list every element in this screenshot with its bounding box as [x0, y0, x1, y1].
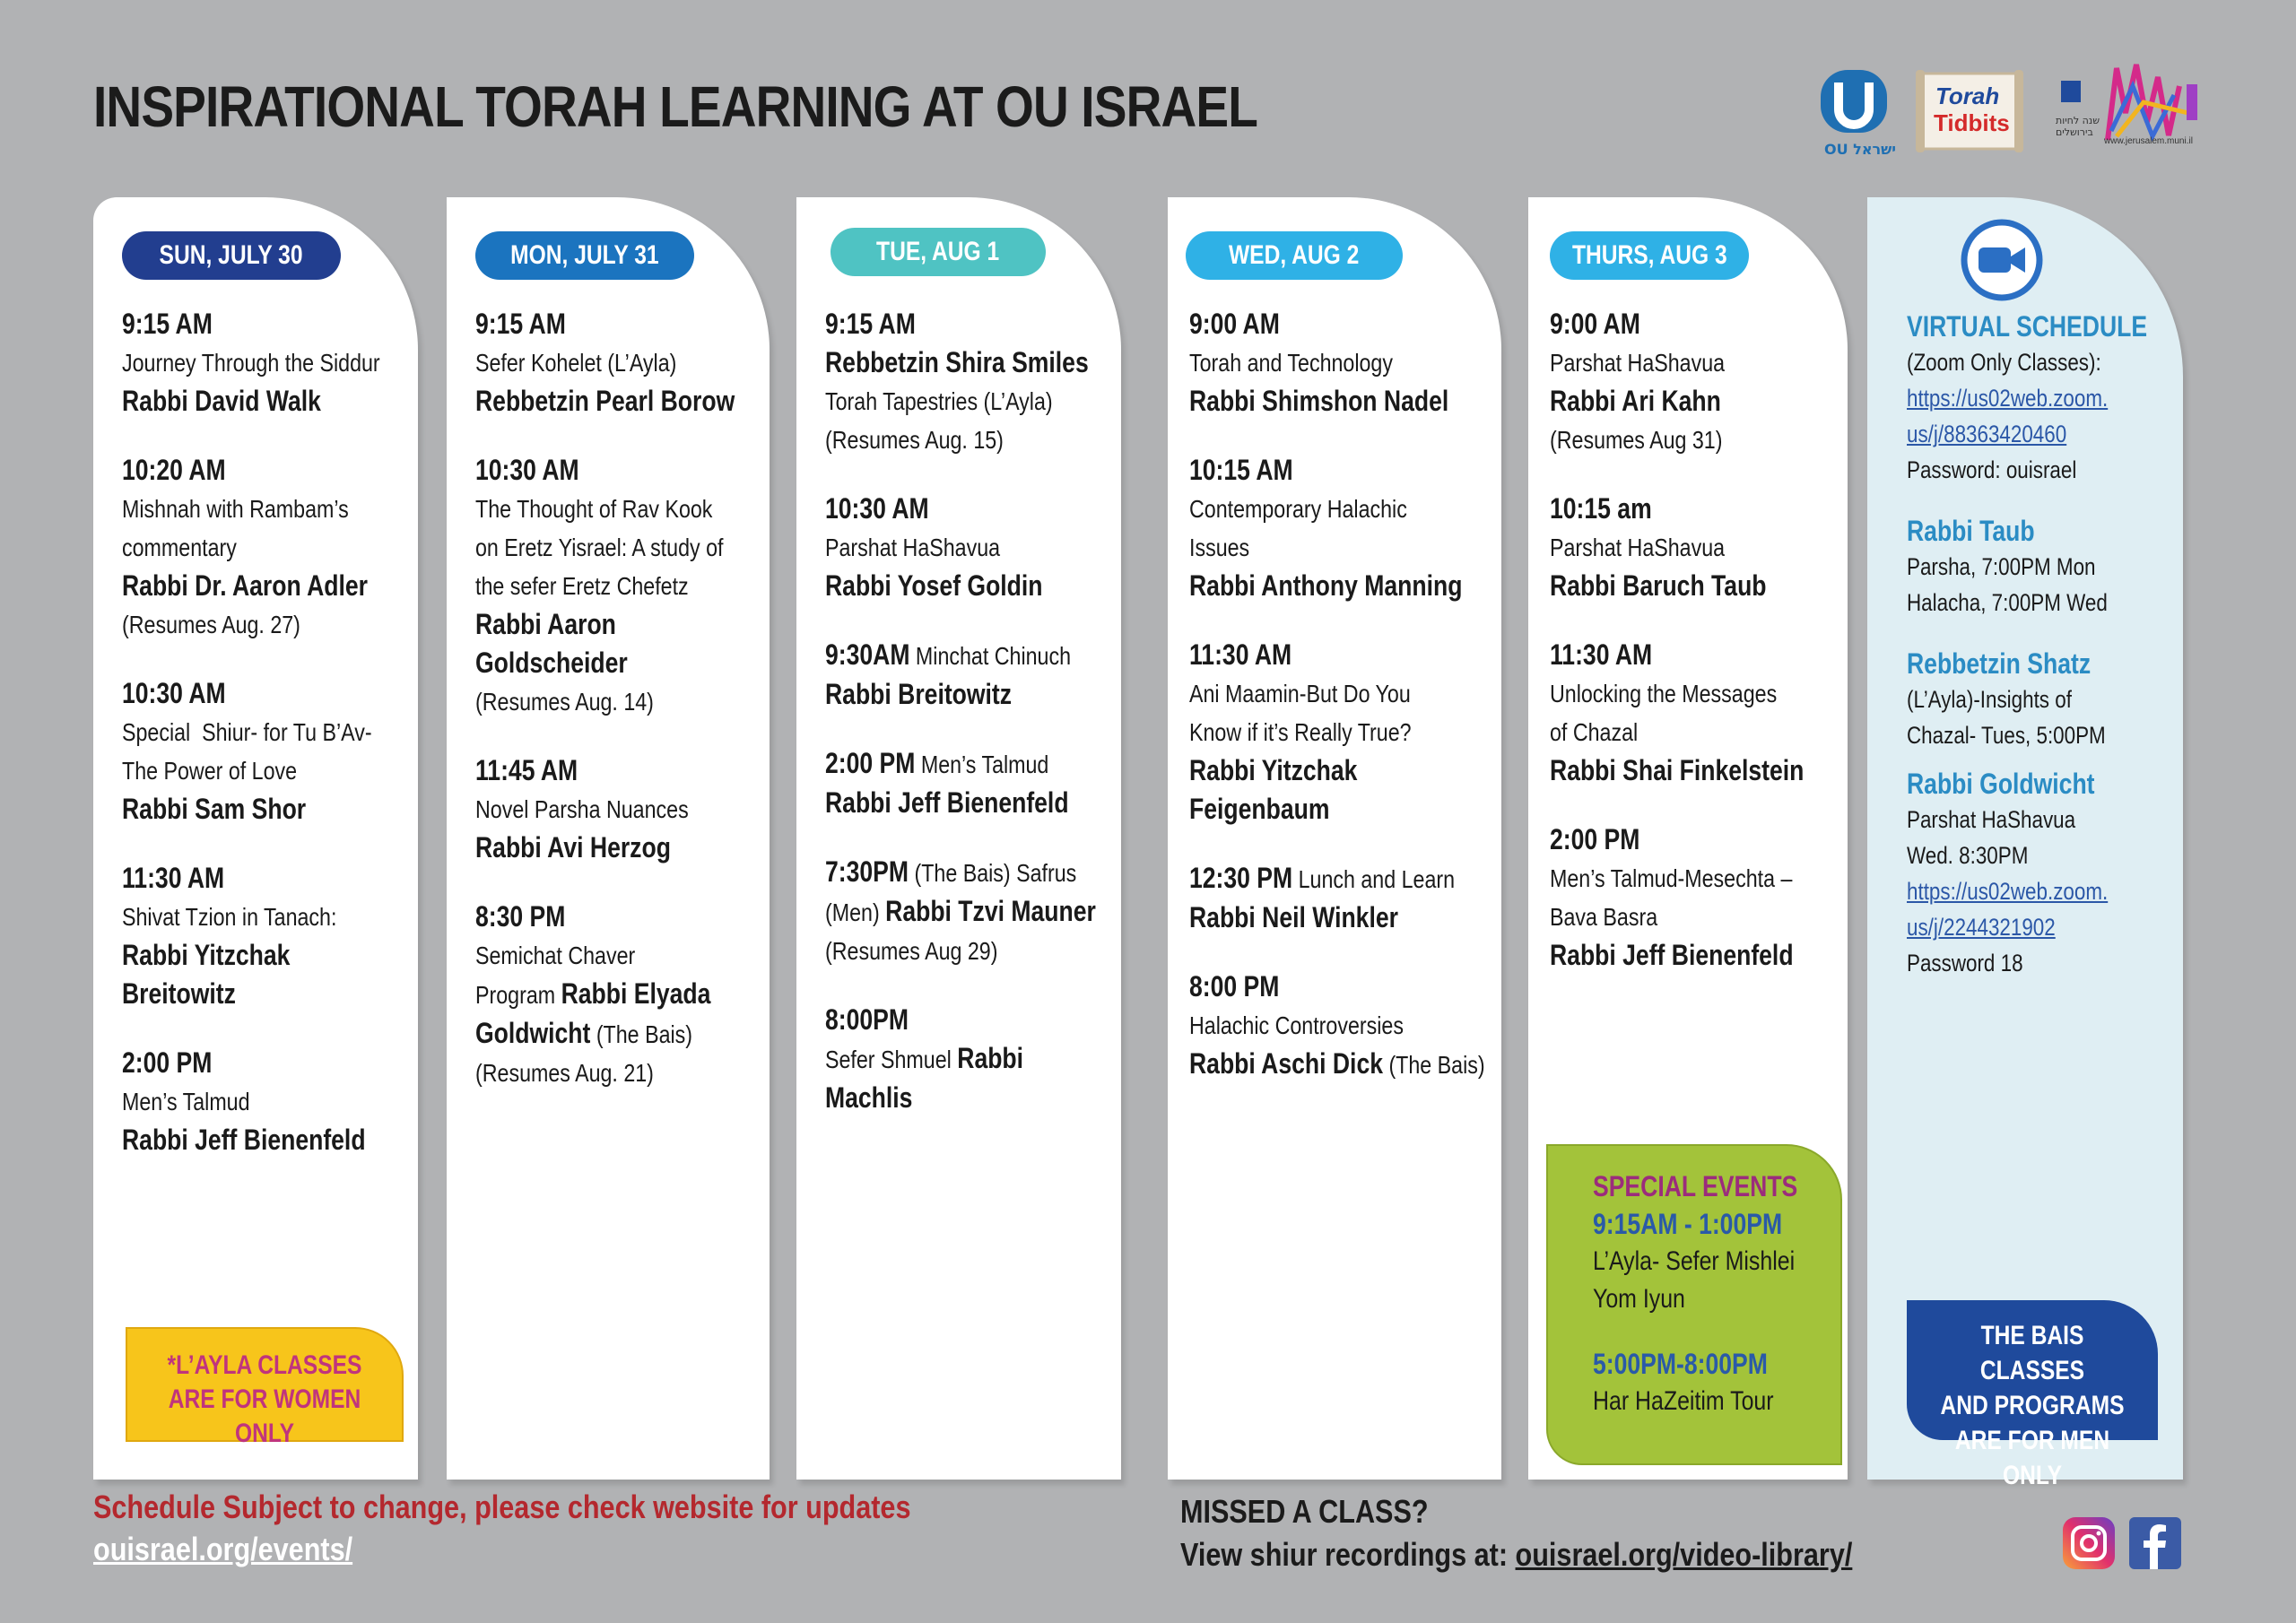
day-pill-monday: MON, JULY 31 [475, 231, 694, 280]
schedule-notice: Schedule Subject to change, please check website for updates [93, 1488, 911, 1525]
special-events-desc: Har HaZeitim Tour [1593, 1386, 1774, 1416]
teacher: Rebbetzin Pearl Borow [475, 385, 735, 417]
class-title: Torah and Technology [1189, 349, 1393, 377]
teacher: Rabbi Aschi Dick [1189, 1047, 1383, 1080]
class-title: Semichat Chaver [475, 942, 636, 969]
column-monday [447, 197, 770, 1480]
note: (Resumes Aug 29) [825, 937, 998, 965]
class-title: of Chazal [1550, 718, 1639, 746]
time: 8:30 PM [475, 900, 566, 933]
teacher: Rabbi Anthony Manning [1189, 569, 1463, 602]
men-note-line: AND PROGRAMS [1940, 1391, 2125, 1420]
teacher: Rabbi Jeff Bienenfeld [1550, 939, 1794, 971]
zoom-link-2-cont[interactable]: us/j/2244321902 [1907, 914, 2056, 941]
events-link[interactable]: ouisrael.org/events/ [93, 1531, 353, 1567]
view-recordings-label: View shiur recordings at: [1180, 1536, 1516, 1573]
class-title: Unlocking the Messages [1550, 680, 1778, 707]
class-title: Sefer Kohelet (L’Ayla) [475, 349, 677, 377]
class-title: Contemporary Halachic [1189, 495, 1407, 523]
class-title: Parshat HaShavua [1550, 349, 1726, 377]
special-events-box [1546, 1144, 1842, 1465]
class-title: Mishnah with Rambam’s [122, 495, 349, 523]
men-note-line: THE BAIS CLASSES [1979, 1321, 2085, 1385]
note: (Resumes Aug. 21) [475, 1059, 654, 1087]
teacher: Rabbi Yosef Goldin [825, 569, 1043, 602]
teacher: Rabbi Jeff Bienenfeld [122, 1124, 366, 1156]
page-title: INSPIRATIONAL TORAH LEARNING AT OU ISRAEL [93, 74, 1257, 139]
day-pill-tuesday: TUE, AUG 1 [831, 228, 1046, 276]
teacher: Rabbi Aaron Goldscheider [475, 608, 628, 679]
time: 10:30 AM [475, 454, 579, 486]
instagram-icon[interactable] [2063, 1517, 2115, 1569]
virtual-detail: Parsha, 7:00PM Mon [1907, 553, 2096, 580]
day-pill-wednesday: WED, AUG 2 [1186, 231, 1403, 280]
class-title: commentary [122, 534, 237, 561]
class-title: Men’s Talmud [915, 751, 1049, 778]
class-title: Minchat Chinuch [909, 642, 1072, 670]
special-events-desc: L’Ayla- Sefer Mishlei [1593, 1246, 1796, 1276]
missed-heading: MISSED A CLASS? [1180, 1493, 1429, 1530]
time: 9:15 AM [825, 308, 916, 340]
teacher: Rabbi Baruch Taub [1550, 569, 1767, 602]
teacher: Rebbetzin Shira Smiles [825, 346, 1089, 378]
column-tuesday [796, 197, 1121, 1480]
class-title: Sefer Shmuel [825, 1046, 958, 1073]
class-title: Men’s Talmud [122, 1088, 250, 1115]
class-title: the sefer Eretz Chefetz [475, 572, 689, 600]
ladies-note [126, 1327, 404, 1448]
time: 10:30 AM [122, 677, 226, 709]
zoom-icon[interactable] [1959, 217, 2045, 303]
teacher: Breitowitz [122, 977, 236, 1010]
teacher: Rabbi Machlis [825, 1042, 1024, 1114]
time: 10:15 am [1550, 492, 1652, 525]
jerusalem-url: www.jerusalem.muni.il [2104, 136, 2193, 146]
column-sunday [93, 197, 418, 1480]
special-events-heading: SPECIAL EVENTS [1593, 1170, 1798, 1202]
teacher: Rabbi Elyada [561, 977, 711, 1010]
time: 2:00 PM [825, 747, 916, 779]
class-title: Men’s Talmud-Mesechta – [1550, 864, 1793, 892]
virtual-teacher: Rebbetzin Shatz [1907, 647, 2092, 680]
class-title: Parshat HaShavua [1550, 534, 1726, 561]
teacher: Rabbi Breitowitz [825, 678, 1013, 710]
class-title: Novel Parsha Nuances [475, 795, 689, 823]
virtual-detail: (L’Ayla)-Insights of [1907, 686, 2072, 713]
zoom-link-1-cont[interactable]: us/j/88363420460 [1907, 421, 2067, 447]
missed-class [1180, 1490, 1852, 1576]
special-events-time: 5:00PM-8:00PM [1593, 1348, 1768, 1380]
teacher: Rabbi David Walk [122, 385, 321, 417]
note: (Resumes Aug. 14) [475, 688, 654, 716]
time: 11:30 AM [1550, 638, 1653, 671]
virtual-detail: Wed. 8:30PM [1907, 842, 2029, 869]
time: 11:30 AM [1189, 638, 1292, 671]
virtual-subheading: (Zoom Only Classes): [1907, 349, 2101, 376]
class-title: (Men) [825, 898, 886, 926]
time: 9:00 AM [1550, 308, 1640, 340]
time: 9:15 AM [122, 308, 213, 340]
teacher: Rabbi Avi Herzog [475, 831, 671, 864]
note: (Resumes Aug 31) [1550, 426, 1723, 454]
zoom-link-1[interactable]: https://us02web.zoom. [1907, 385, 2109, 412]
day-pill-thursday: THURS, AUG 3 [1550, 231, 1749, 280]
virtual-teacher: Rabbi Goldwicht [1907, 768, 2095, 800]
jerusalem-text-2: בירושלים [2056, 126, 2093, 138]
class-title: Lunch and Learn [1292, 865, 1456, 893]
time: 2:00 PM [122, 1046, 213, 1079]
time: 2:00 PM [1550, 823, 1640, 855]
class-title: Program [475, 981, 561, 1009]
note: (The Bais) [590, 1020, 693, 1048]
jerusalem-logo[interactable] [2054, 59, 2215, 149]
virtual-detail: Parshat HaShavua [1907, 806, 2076, 833]
time: 11:45 AM [475, 754, 578, 786]
torah-tidbits-line2: Tidbits [1934, 109, 2010, 136]
teacher: Rabbi Ari Kahn [1550, 385, 1721, 417]
ou-label: OU ישראל [1824, 141, 1896, 158]
column-thursday [1528, 197, 1848, 1480]
column-virtual [1867, 197, 2183, 1490]
note: (Resumes Aug. 27) [122, 611, 300, 638]
class-title: The Thought of Rav Kook [475, 495, 713, 523]
class-title: (The Bais) Safrus [908, 859, 1077, 887]
class-title: Shivat Tzion in Tanach: [122, 903, 337, 931]
time: 9:00 AM [1189, 308, 1280, 340]
teacher: Rabbi Shimshon Nadel [1189, 385, 1449, 417]
time: 8:00 PM [1189, 970, 1280, 1002]
class-title: Ani Maamin-But Do You [1189, 680, 1411, 707]
zoom-password-1: Password: ouisrael [1907, 456, 2077, 483]
teacher: Rabbi Sam Shor [122, 793, 307, 825]
time: 9:30AM [825, 638, 910, 671]
teacher: Rabbi Neil Winkler [1189, 901, 1398, 933]
zoom-password-2: Password 18 [1907, 950, 2023, 976]
time: 10:30 AM [825, 492, 929, 525]
class-title: Parshat HaShavua [825, 534, 1001, 561]
time: 8:00PM [825, 1003, 909, 1036]
special-events-time: 9:15AM - 1:00PM [1593, 1208, 1783, 1240]
ladies-note-line1: *L’AYLA CLASSES [167, 1350, 362, 1380]
class-title: Bava Basra [1550, 903, 1658, 931]
torah-tidbits-logo[interactable] [1916, 70, 2023, 152]
video-library-link[interactable]: ouisrael.org/video-library/ [1515, 1536, 1853, 1573]
column-wednesday [1168, 197, 1501, 1480]
time: 10:20 AM [122, 454, 226, 486]
teacher: Rabbi Tzvi Mauner [885, 895, 1096, 927]
teacher: Rabbi Shai Finkelstein [1550, 754, 1805, 786]
class-title: Know if it’s Really True? [1189, 718, 1412, 746]
jerusalem-text-1: שנה לחיות [2056, 115, 2100, 126]
teacher: Rabbi Jeff Bienenfeld [825, 786, 1069, 819]
class-title: Torah Tapestries (L’Ayla) [825, 387, 1053, 415]
class-title: Journey Through the Siddur [122, 349, 380, 377]
zoom-link-2[interactable]: https://us02web.zoom. [1907, 878, 2109, 905]
time: 11:30 AM [122, 862, 225, 894]
men-note [1907, 1300, 2158, 1490]
note: (The Bais) [1382, 1051, 1485, 1079]
virtual-detail: Halacha, 7:00PM Wed [1907, 589, 2108, 616]
virtual-heading: VIRTUAL SCHEDULE [1907, 310, 2148, 343]
virtual-detail: Chazal- Tues, 5:00PM [1907, 722, 2106, 749]
teacher: Feigenbaum [1189, 793, 1330, 825]
class-title: Issues [1189, 534, 1250, 561]
torah-tidbits-line1: Torah [1935, 82, 2000, 109]
teacher: Rabbi Dr. Aaron Adler [122, 569, 369, 602]
teacher: Rabbi Yitzchak [1189, 754, 1358, 786]
teacher: Rabbi Yitzchak [122, 939, 291, 971]
men-note-line: ARE FOR MEN ONLY [1954, 1426, 2110, 1490]
special-events-desc: Yom Iyun [1593, 1284, 1685, 1314]
time: 7:30PM [825, 855, 909, 888]
class-title: Halachic Controversies [1189, 1011, 1404, 1039]
time: 10:15 AM [1189, 454, 1293, 486]
time: 9:15 AM [475, 308, 566, 340]
facebook-icon[interactable] [2129, 1517, 2181, 1569]
virtual-teacher: Rabbi Taub [1907, 515, 2035, 547]
class-title: Special Shiur- for Tu B’Av- [122, 718, 372, 746]
class-title: The Power of Love [122, 757, 298, 785]
class-title: on Eretz Yisrael: A study of [475, 534, 724, 561]
note: (Resumes Aug. 15) [825, 426, 1004, 454]
ladies-note-line2: ARE FOR WOMEN ONLY [168, 1384, 361, 1448]
day-pill-sunday: SUN, JULY 30 [122, 231, 341, 280]
teacher: Goldwicht [475, 1017, 591, 1049]
time: 12:30 PM [1189, 862, 1293, 894]
